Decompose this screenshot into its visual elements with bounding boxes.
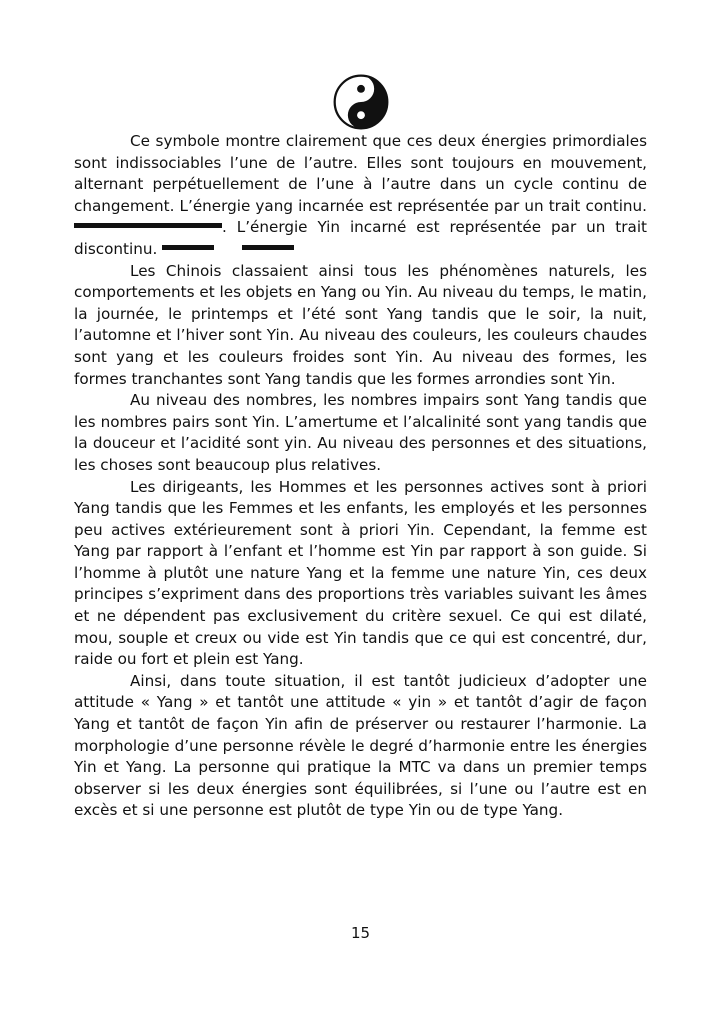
page-number: 15	[350, 924, 371, 942]
yin-broken-line-gap	[214, 249, 242, 254]
yin-yang-icon	[333, 74, 389, 130]
paragraph-3: Au niveau des nombres, les nombres impairs sont Yang tandis que les nombres pairs sont Yin. L’amertume et l’alcalinité sont yang tandis que la douceur et l’acidité sont yin. Au niveau des personnes et des situations, les choses sont beaucoup plus relatives.	[74, 391, 647, 474]
yang-continuous-line-icon	[74, 223, 222, 228]
paragraph-1-text-a: Ce symbole montre clairement que ces deux énergies primordiales sont indissociables l’une de l’autre. Elles sont toujours en mouvement, alternant perpétuellement de l’une à l’autre dans un cycle continu de changement. L’énergie yang incarnée est représentée par un trait continu.	[74, 132, 647, 215]
paragraph-1-text-b: . L’énergie Yin incarné est représentée par un trait discontinu.	[74, 218, 647, 258]
yin-broken-line-right-icon	[242, 245, 294, 250]
yin-broken-line-left-icon	[162, 245, 214, 250]
paragraph-1	[74, 131, 647, 261]
paragraph-2: Les Chinois classaient ainsi tous les phénomènes naturels, les comportements et les objets en Yang ou Yin. Au niveau du temps, le matin, la journée, le printemps et l’été sont Yang tandis que le soir, la nuit, l’automne et l’hiver sont Yin. Au niveau des couleurs, les couleurs chaudes sont yang et les couleurs froides sont Yin. Au niveau des formes, les formes tranchantes sont Yang tandis que les formes arrondies sont Yin.	[74, 261, 647, 388]
paragraph-4: Les dirigeants, les Hommes et les personnes actives sont à priori Yang tandis que les Femmes et les enfants, les employés et les personnes peu actives extérieurement sont à priori Yin. Cependant, la femme est Yang par rapport à l’enfant et l’homme est Yin par rapport à son guide. Si l’homme à plutôt une nature Yang et la femme une nature Yin, ces deux principes s’expriment dans des proportions très variables suivant les âmes et ne dépendent pas exclusivement du critère sexuel. Ce qui est dilaté, mou, souple et creux ou vide est Yin tandis que ce qui est concentré, dur, raide ou fort et plein est Yang.	[74, 477, 647, 669]
yin-yang-icon-svg	[333, 74, 389, 130]
body-text	[74, 131, 647, 822]
paragraph-5: Ainsi, dans toute situation, il est tantôt judicieux d’adopter une attitude « Yang » et tantôt une attitude « yin » et tantôt d’agir de façon Yang et tantôt de façon Yin afin de préserver ou restaurer l’harmonie. La morphologie d’une personne révèle le degré d’harmonie entre les énergies Yin et Yang. La personne qui pratique la MTC va dans un premier temps observer si les deux énergies sont équilibrées, si l’une ou l’autre est en excès et si une personne est plutôt de type Yin ou de type Yang.	[74, 671, 647, 820]
